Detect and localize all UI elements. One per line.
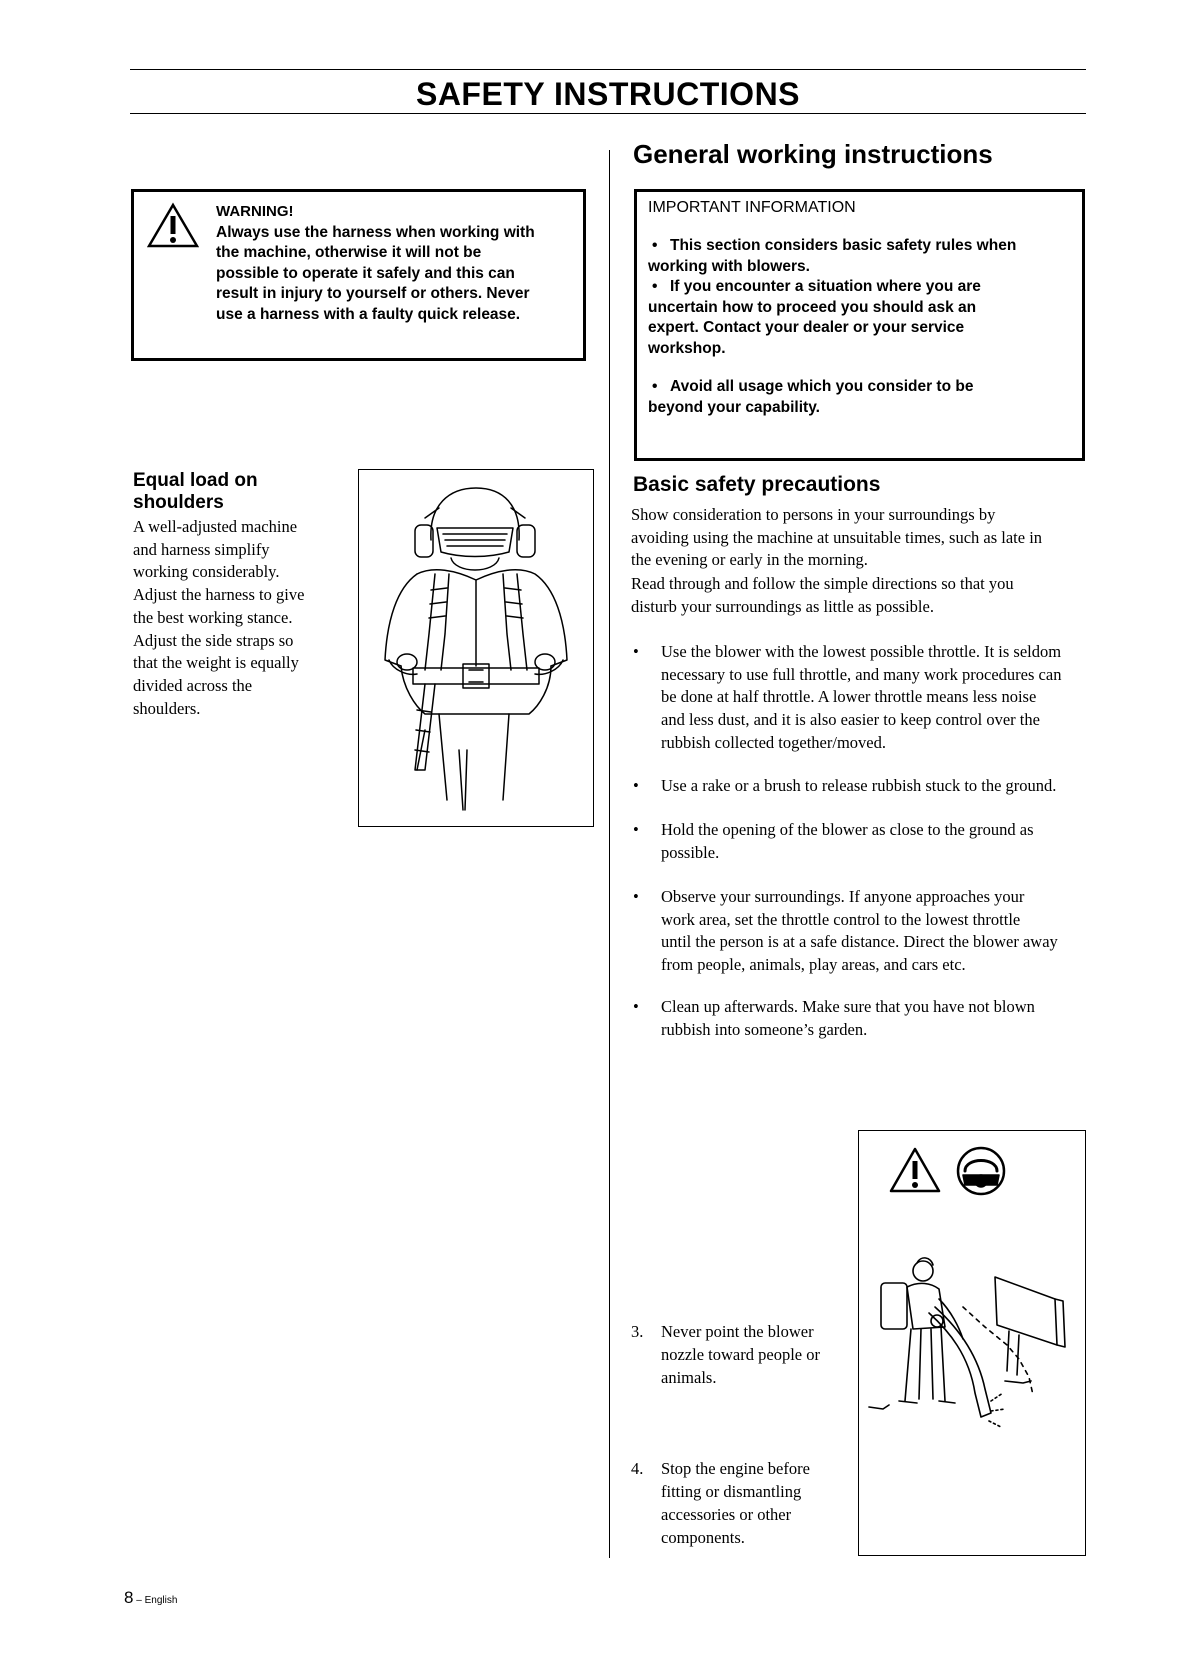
basic-safety-title: Basic safety precautions — [633, 473, 881, 496]
harness-illustration — [358, 469, 594, 827]
footer-language: – English — [133, 1595, 178, 1606]
bullet-icon: • — [633, 997, 639, 1016]
warning-line: possible to operate it safely and this can — [216, 264, 515, 282]
bullet-icon: • — [633, 820, 639, 839]
info-bullet: • If you encounter a situation where you are uncertain how to proceed you should ask an expert. Contact your dealer or your service workshop. — [648, 278, 981, 357]
basic-para-1: Show consideration to persons in your surroundings by avoiding using the machine at unsuitable times, such as late in the evening or early in the morning. — [631, 505, 1043, 570]
blower-safety-image — [859, 1131, 1085, 1555]
info-heading: IMPORTANT INFORMATION — [648, 199, 856, 216]
page-footer — [124, 1588, 177, 1611]
page-number: 8 — [124, 1588, 134, 1607]
warning-line: result in injury to yourself or others. Never — [216, 285, 530, 302]
bullet-icon: • — [633, 642, 639, 661]
info-bullet: • Avoid all usage which you consider to be beyond your capability. — [648, 378, 974, 416]
warning-line: Always use the harness when working with — [216, 223, 535, 241]
bullet-icon: • — [652, 278, 658, 295]
general-title: General working instructions — [633, 139, 993, 169]
equal-load-title: Equal load on shoulders — [133, 470, 258, 513]
warning-text — [216, 202, 581, 325]
protective-gear-icon — [958, 1148, 1004, 1194]
equal-load-body: A well-adjusted machine and harness simplify working considerably. Adjust the harness to give the best working stance. Adjust the side straps so that the weight is equally divided across the shoulders. — [133, 517, 305, 718]
important-info-box — [634, 189, 1085, 461]
basic-para-2: Read through and follow the simple directions so that you disturb your surroundings as little as possible. — [631, 574, 1014, 616]
warning-heading: WARNING! — [216, 203, 294, 220]
warning-triangle-icon — [891, 1149, 939, 1191]
bullet-icon: • — [652, 237, 658, 254]
warning-line: the machine, otherwise it will not be — [216, 244, 482, 261]
warning-box — [131, 189, 586, 361]
header-rule-bottom — [130, 113, 1086, 114]
header-rule-top — [130, 69, 1086, 70]
warning-triangle-icon — [147, 202, 199, 248]
column-divider — [609, 150, 610, 1558]
blower-operator-illustration — [858, 1130, 1086, 1556]
person-with-harness-image — [359, 470, 593, 826]
bullet-icon: • — [633, 887, 639, 906]
info-bullet: • This section considers basic safety rules when working with blowers. — [648, 237, 1017, 275]
warning-line: use a harness with a faulty quick release. — [216, 305, 521, 323]
page-title: SAFETY INSTRUCTIONS — [415, 76, 801, 112]
bullet-icon: • — [633, 776, 639, 795]
bullet-icon: • — [652, 378, 658, 395]
